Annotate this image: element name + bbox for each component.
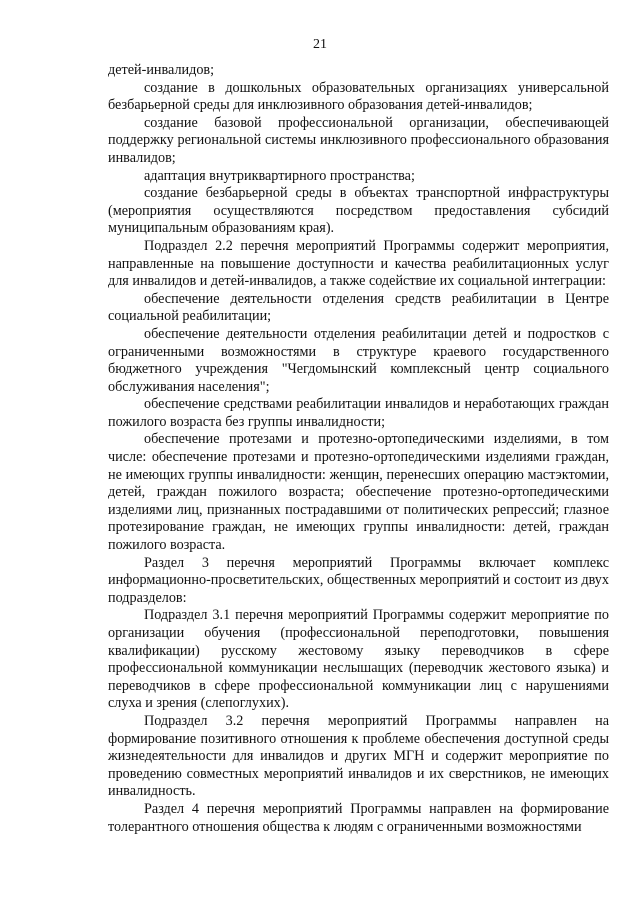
paragraph: создание в дошкольных образовательных организациях универсальной безбарьерной среды для инклюзивного образования детей-инвалидов; xyxy=(108,79,609,114)
paragraph: обеспечение деятельности отделения реабилитации детей и подростков с ограниченными возможностями в структуре краевого государственного бюджетного учреждения "Чегдомынский комплексный центр социального обслуживания населения"; xyxy=(108,325,609,395)
paragraph: обеспечение средствами реабилитации инвалидов и неработающих граждан пожилого возраста без группы инвалидности; xyxy=(108,396,609,430)
paragraph: обеспечение протезами и протезно-ортопедическими изделиями, в том числе: обеспечение протезами и протезно-ортопедическими изделиями граждан, не имеющих группы инвалидности: женщин, перенесших операцию мастэктомии, детей, граждан пожилого возраста; обеспечение протезно-ортопедическими изделиями лиц, признанных пострадавшими от политических репрессий; глазное протезирование граждан, не имеющих группы инвалидности: детей, граждан пожилого возраста. xyxy=(108,431,609,554)
paragraph: создание безбарьерной среды в объектах транспортной инфраструктуры (мероприятия осуществляются посредством предоставления субсидий муниципальным образованиям края). xyxy=(108,185,609,237)
paragraph: создание базовой профессиональной организации, обеспечивающей поддержку региональной системы инклюзивного профессионального образования инвалидов; xyxy=(108,114,609,166)
paragraph: Подраздел 3.2 перечня мероприятий Программы направлен на формирование позитивного отношения к проблеме обеспечения доступной среды жизнедеятельности для инвалидов и других МГН и содержит мероприятие по проведению совместных мероприятий инвалидов и их сверстников, не имеющих инвалидность. xyxy=(108,712,609,800)
page-body xyxy=(108,62,609,836)
paragraph: Подраздел 2.2 перечня мероприятий Программы содержит мероприятия, направленные на повышение доступности и качества реабилитационных услуг для инвалидов и детей-инвалидов, а также содействие их социальной интеграции: xyxy=(108,237,609,290)
paragraph: адаптация внутриквартирного пространства; xyxy=(144,167,415,184)
paragraph: Подраздел 3.1 перечня мероприятий Программы содержит мероприятие по организации обучения (профессиональной переподготовки, повышения квалификации) русскому жестовому языку переводчиков в сфере профессиональной коммуникации неслышащих (переводчик жестового языка) и переводчиков в сфере профессиональной коммуникации лиц с нарушениями слуха и зрения (слепоглухих). xyxy=(108,607,609,712)
page-number: 21 xyxy=(313,37,327,52)
paragraph: Раздел 3 перечня мероприятий Программы включает комплекс информационно-просветительских, общественных мероприятий и состоит из двух подразделов: xyxy=(108,554,609,606)
paragraph: Раздел 4 перечня мероприятий Программы направлен на формирование толерантного отношения общества к людям с ограниченными возможностями xyxy=(108,800,609,835)
paragraph: обеспечение деятельности отделения средств реабилитации в Центре социальной реабилитации; xyxy=(108,290,609,325)
paragraph-continuation: детей-инвалидов; xyxy=(108,62,215,78)
